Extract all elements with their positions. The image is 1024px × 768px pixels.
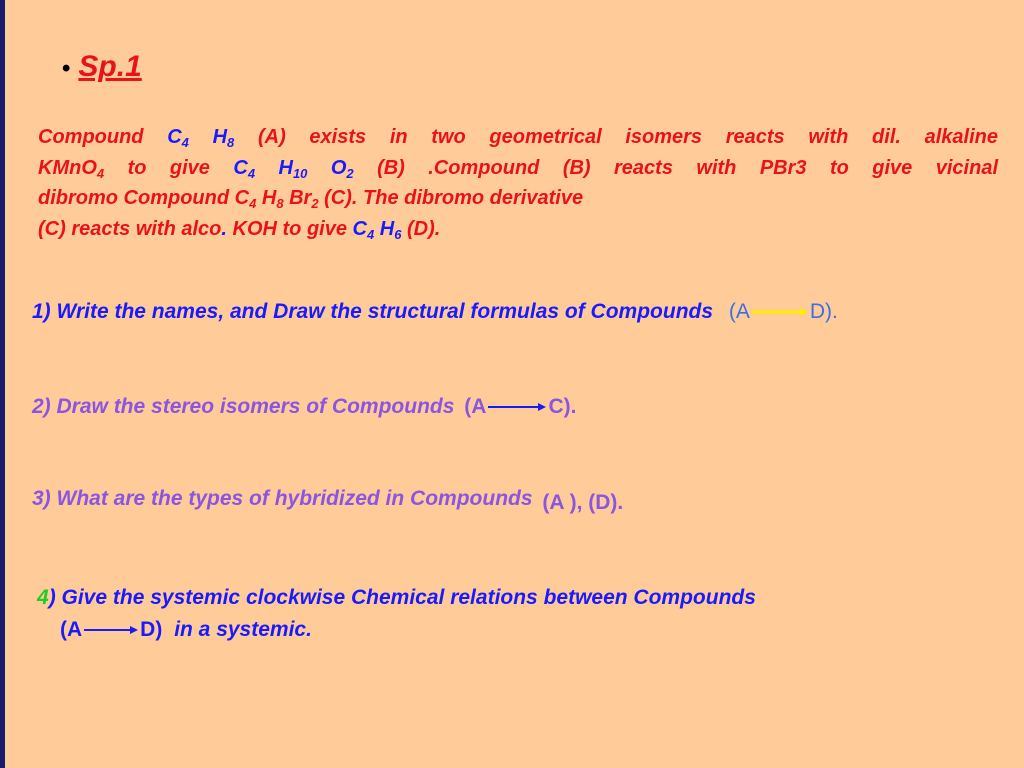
text-segment: (D). bbox=[401, 217, 441, 240]
arrow-icon bbox=[82, 625, 140, 635]
slide-title: Sp.1 bbox=[78, 50, 142, 83]
question-3 bbox=[32, 487, 624, 514]
question-1 bbox=[32, 300, 838, 324]
text-segment: . bbox=[221, 217, 227, 240]
problem-line-2: KMnO$_4$ to give $C_4$ $H_{10}$ $O_2$ (B) .Compound (B) reacts with PBr3 to give vicinal bbox=[38, 156, 998, 181]
problem-statement bbox=[38, 122, 998, 244]
formula-c4h10o2: $C_4$ $H_{10}$ $O_2$ bbox=[233, 156, 354, 181]
question-4-tail: in a systemic. bbox=[174, 618, 312, 641]
text-segment: to give bbox=[104, 156, 234, 179]
question-2-text: 2) Draw the stereo isomers of Compounds bbox=[32, 395, 455, 418]
text-segment: (C). The dibromo derivative bbox=[318, 187, 584, 209]
text-segment: Compound bbox=[38, 126, 168, 148]
text-segment: KOH to give bbox=[226, 217, 353, 240]
text-segment: (C) reacts with alco bbox=[38, 217, 222, 240]
text-segment: KMnO bbox=[38, 156, 97, 179]
text-segment: (A) exists in two geometrical isomers reacts with dil. alkaline bbox=[234, 126, 998, 148]
question-4-text: ) Give the systemic clockwise Chemical relations between Compounds bbox=[48, 586, 756, 609]
formula-c4h6: $C_4$ $H_6$ bbox=[352, 217, 402, 242]
question-4-continuation bbox=[60, 618, 312, 642]
question-2 bbox=[32, 395, 576, 419]
slide-heading bbox=[62, 50, 142, 84]
question-4-number: 4 bbox=[37, 586, 49, 609]
slide-left-border bbox=[0, 0, 5, 768]
question-2-range: (A C). bbox=[464, 395, 577, 418]
formula-c4h8: $C_4$ $H_8$ bbox=[167, 126, 235, 150]
question-1-range: (A D). bbox=[728, 300, 838, 323]
arrow-icon bbox=[486, 402, 548, 412]
problem-line-3: dibromo Compound $C_4$ $H_8$ $Br_2$ (C). The dibromo derivative bbox=[38, 187, 584, 211]
question-4-range: (A D) bbox=[60, 618, 163, 641]
question-1-text: 1) Write the names, and Draw the structural formulas of Compounds bbox=[32, 300, 714, 323]
text-segment: (B) .Compound (B) reacts with PBr3 to give vicinal bbox=[353, 156, 998, 179]
bullet-icon: • bbox=[62, 55, 71, 82]
problem-line-1 bbox=[38, 122, 998, 153]
question-4 bbox=[37, 586, 756, 610]
yellow-arrow-icon bbox=[750, 307, 810, 317]
question-3-compounds: (A ), (D). bbox=[542, 491, 624, 514]
question-3-text: 3) What are the types of hybridized in Compounds bbox=[32, 487, 533, 510]
text-segment: dibromo Compound C bbox=[38, 187, 250, 209]
problem-line-4 bbox=[38, 214, 998, 245]
